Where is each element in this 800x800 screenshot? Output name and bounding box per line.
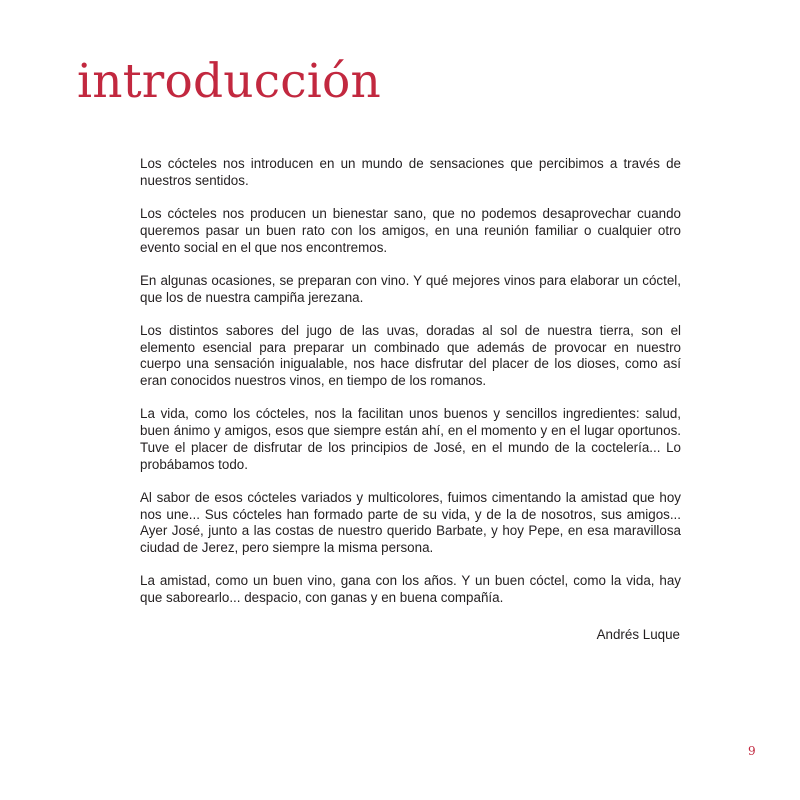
author-signature: Andrés Luque: [596, 627, 680, 642]
page-number: 9: [748, 744, 756, 758]
paragraph: Al sabor de esos cócteles variados y multicolores, fuimos cimentando la amistad que hoy nos une... Sus cócteles han formado parte de su vida, y de la de nosotros, sus amigos... Ayer José, junto a las costas de nuestro querido Barbate, y hoy Pepe, en esa maravillosa ciudad de Jerez, pero siempre la misma persona.: [140, 489, 681, 556]
paragraph: La vida, como los cócteles, nos la facilitan unos buenos y sencillos ingredientes: salud, buen ánimo y amigos, esos que siempre están ahí, en el momento y en el lugar oportunos. Tuve el placer de disfrutar de los principios de José, en el mundo de la coctelería... Lo probábamos todo.: [140, 406, 681, 472]
paragraph: Los cócteles nos producen un bienestar sano, que no podemos desaprovechar cuando queremos pasar un buen rato con los amigos, en una reunión familiar o cualquier otro evento social en el que nos encontremos.: [140, 206, 681, 255]
paragraph: Los cócteles nos introducen en un mundo de sensaciones que percibimos a través de nuestros sentidos.: [140, 156, 681, 188]
page-title: introducción: [77, 54, 381, 109]
paragraph: Los distintos sabores del jugo de las uvas, doradas al sol de nuestra tierra, son el elemento esencial para preparar un combinado que además de provocar en nuestro cuerpo una sensación inigualable, nos hace disfrutar del placer de los dioses, como así eran conocidos nuestros vinos, en tiempo de los romanos.: [140, 322, 681, 389]
body-text: [140, 156, 681, 624]
paragraph: La amistad, como un buen vino, gana con los años. Y un buen cóctel, como la vida, hay que saborearlo... despacio, con ganas y en buena compañía.: [140, 573, 681, 606]
paragraph: En algunas ocasiones, se preparan con vino. Y qué mejores vinos para elaborar un cóctel, que los de nuestra campiña jerezana.: [140, 272, 681, 305]
